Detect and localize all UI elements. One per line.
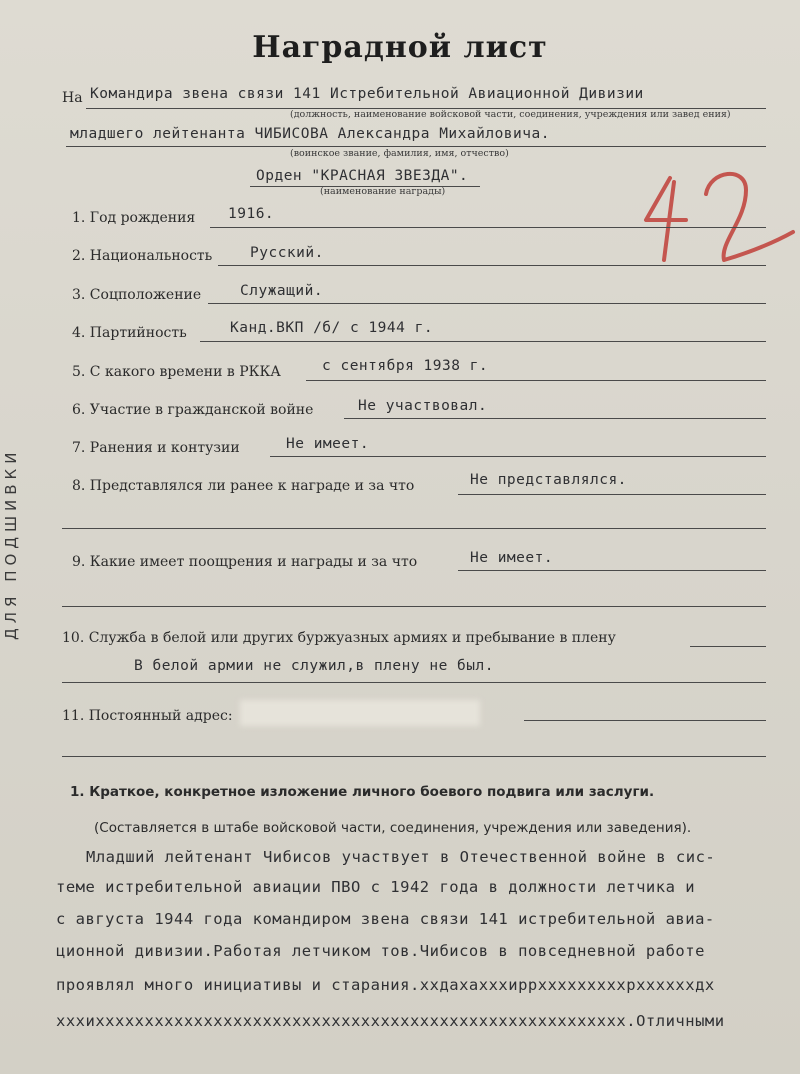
page-title: Наградной лист [252,30,548,65]
item-5-line [306,380,766,381]
item-11-line [524,720,766,721]
narrative-line-5: проявлял много инициативы и старания.ххдахахххиррхххххххххрххххххдх [56,976,715,994]
item-9-value: Не имеет. [470,550,554,566]
item-4-label: 4. Партийность [72,325,187,341]
item-5-value: с сентября 1938 г. [322,358,489,374]
unit-caption: (должность, наименование войсковой части, соединения, учреждения или завед ения) [290,109,731,120]
unit-value: Командира звена связи 141 Истребительной Авиационной Дивизии [90,86,644,102]
item-2-line [218,265,766,266]
item-10-line-2 [62,682,766,683]
narrative-line-2: теме истребительной авиации ПВО с 1942 года в должности летчика и [56,878,696,896]
binding-margin-text: ДЛЯ ПОДШИВКИ [2,447,20,640]
item-2-label: 2. Национальность [72,248,213,264]
item-10-label: 10. Служба в белой или других буржуазных армиях и пребывание в плену [62,630,616,646]
name-line [66,146,766,147]
narrative-line-3: с августа 1944 года командиром звена связи 141 истребительной авиа- [56,910,715,928]
narrative-line-1: Младший лейтенант Чибисов участвует в Отечественной войне в сис- [86,848,716,866]
redacted-address [240,700,480,726]
item-8-label: 8. Представлялся ли ранее к награде и за что [72,478,415,494]
item-8-value: Не представлялся. [470,472,627,488]
name-value: младшего лейтенанта ЧИБИСОВА Александра Михайловича. [70,126,550,142]
narrative-line-6: хххихххххххххххххххххххххххххххххххххххххххххххххххххххххх.Отличными [56,1012,725,1030]
item-5-label: 5. С какого времени в РККА [72,364,281,380]
item-2-value: Русский. [250,245,324,261]
item-4-value: Канд.ВКП /б/ с 1944 г. [230,320,434,336]
handwritten-mark [628,160,798,270]
item-9-label: 9. Какие имеет поощрения и награды и за что [72,554,418,570]
section-subheading: (Составляется в штабе войсковой части, соединения, учреждения или заведения). [94,820,692,836]
award-caption: (наименование награды) [320,186,446,197]
item-7-value: Не имеет. [286,436,370,452]
item-4-line [200,341,766,342]
item-8-line-2 [62,528,766,529]
item-7-label: 7. Ранения и контузии [72,440,240,456]
item-10-value: В белой армии не служил,в плену не был. [134,658,494,674]
item-6-line [344,418,766,419]
item-10-line [690,646,766,647]
award-value: Орден "КРАСНАЯ ЗВЕЗДА". [256,168,469,184]
handwritten-mark-text: 42 [628,160,630,161]
item-3-label: 3. Соцположение [72,287,202,303]
item-1-line [210,227,766,228]
item-3-value: Служащий. [240,283,324,299]
name-caption: (воинское звание, фамилия, имя, отчество) [290,148,509,159]
item-8-line [458,494,766,495]
item-3-line [208,303,766,304]
item-9-line-2 [62,606,766,607]
item-7-line [270,456,766,457]
section-heading: 1. Краткое, конкретное изложение личного боевого подвига или заслуги. [70,784,655,800]
na-label: На [62,90,83,106]
narrative-line-4: ционной дивизии.Работая летчиком тов.Чибисов в повседневной работе [56,942,705,960]
item-11-label: 11. Постоянный адрес: [62,708,233,724]
item-6-value: Не участвовал. [358,398,488,414]
item-1-label: 1. Год рождения [72,210,196,226]
item-1-value: 1916. [228,206,275,222]
item-9-line [458,570,766,571]
item-11-line-2 [62,756,766,757]
item-6-label: 6. Участие в гражданской войне [72,402,314,418]
